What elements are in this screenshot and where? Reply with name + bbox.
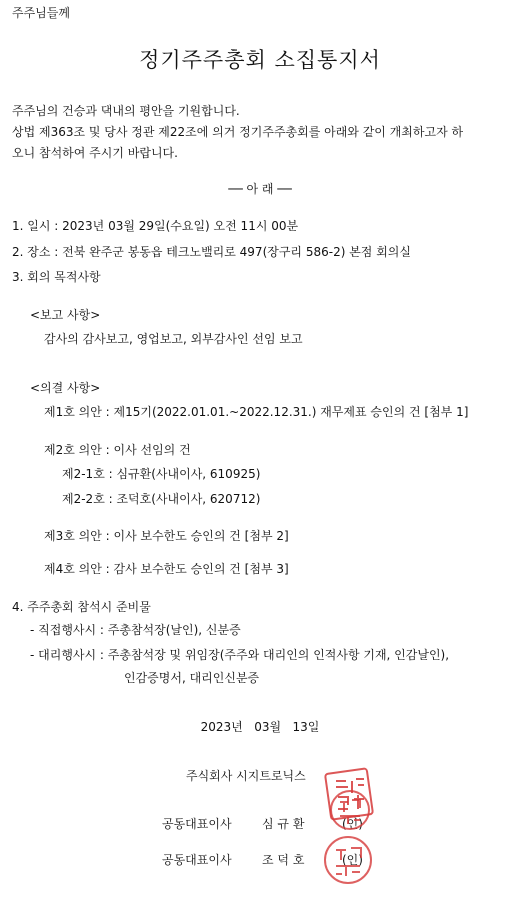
rep2-title: 공동대표이사 (162, 853, 232, 867)
agenda-2: 제2호 의안 : 이사 선임의 건 (44, 443, 191, 457)
rep1-name: 심 규 환 (262, 817, 305, 831)
personal-seal-image (328, 788, 372, 832)
preparation-proxy-cont: 인감증명서, 대리인신분증 (124, 671, 260, 685)
document-title: 정기주주총회 소집통지서 (139, 48, 381, 72)
rep1-title: 공동대표이사 (162, 817, 232, 831)
salutation: 주주님들께 (12, 6, 70, 20)
intro-line-2: 상법 제363조 및 당사 정관 제22조에 의거 정기주주총회를 아래와 같이 개최하고자 하 (12, 125, 464, 139)
agenda-1: 제1호 의안 : 제15기(2022.01.01.~2022.12.31.) 재무제표 승인의 건 [첨부 1] (44, 405, 469, 419)
agenda-2-1: 제2-1호 : 심규환(사내이사, 610925) (62, 467, 261, 481)
company-name: 주식회사 시지트로닉스 (186, 769, 306, 783)
rep1-seal-mark: (인) (342, 817, 363, 831)
agenda-4: 제4호 의안 : 감사 보수한도 승인의 건 [첨부 3] (44, 562, 289, 576)
personal-seal-image (322, 834, 374, 886)
agenda-3: 제3호 의안 : 이사 보수한도 승인의 건 [첨부 2] (44, 529, 289, 543)
preparation-heading: 4. 주주총회 참석시 준비물 (12, 600, 151, 614)
agenda-2-2: 제2-2호 : 조덕호(사내이사, 620712) (62, 492, 261, 506)
intro-line-3: 오니 참석하여 주시기 바랍니다. (12, 146, 178, 160)
preparation-proxy: - 대리행사시 : 주총참석장 및 위임장(주주와 대리인의 인적사항 기재, 인감날인), (30, 648, 450, 662)
report-heading: <보고 사항> (30, 308, 101, 322)
item-place: 2. 장소 : 전북 완주군 봉동읍 테크노밸리로 497(장구리 586-2) 본점 회의실 (12, 245, 411, 259)
intro-line-1: 주주님의 건승과 댁내의 평안을 기원합니다. (12, 104, 240, 118)
preparation-direct: - 직접행사시 : 주총참석장(날인), 신분증 (30, 623, 241, 637)
report-text: 감사의 감사보고, 영업보고, 외부감사인 선임 보고 (44, 332, 303, 346)
item-date: 1. 일시 : 2023년 03월 29일(수요일) 오전 11시 00분 (12, 219, 299, 233)
rep2-name: 조 덕 호 (262, 853, 305, 867)
rep2-seal-mark: (인) (342, 853, 363, 867)
resolution-heading: <의결 사항> (30, 381, 101, 395)
signed-date: 2023년 03월 13일 (200, 720, 320, 734)
section-divider: ── 아 래 ── (228, 182, 292, 196)
item-agenda-heading: 3. 회의 목적사항 (12, 270, 101, 284)
